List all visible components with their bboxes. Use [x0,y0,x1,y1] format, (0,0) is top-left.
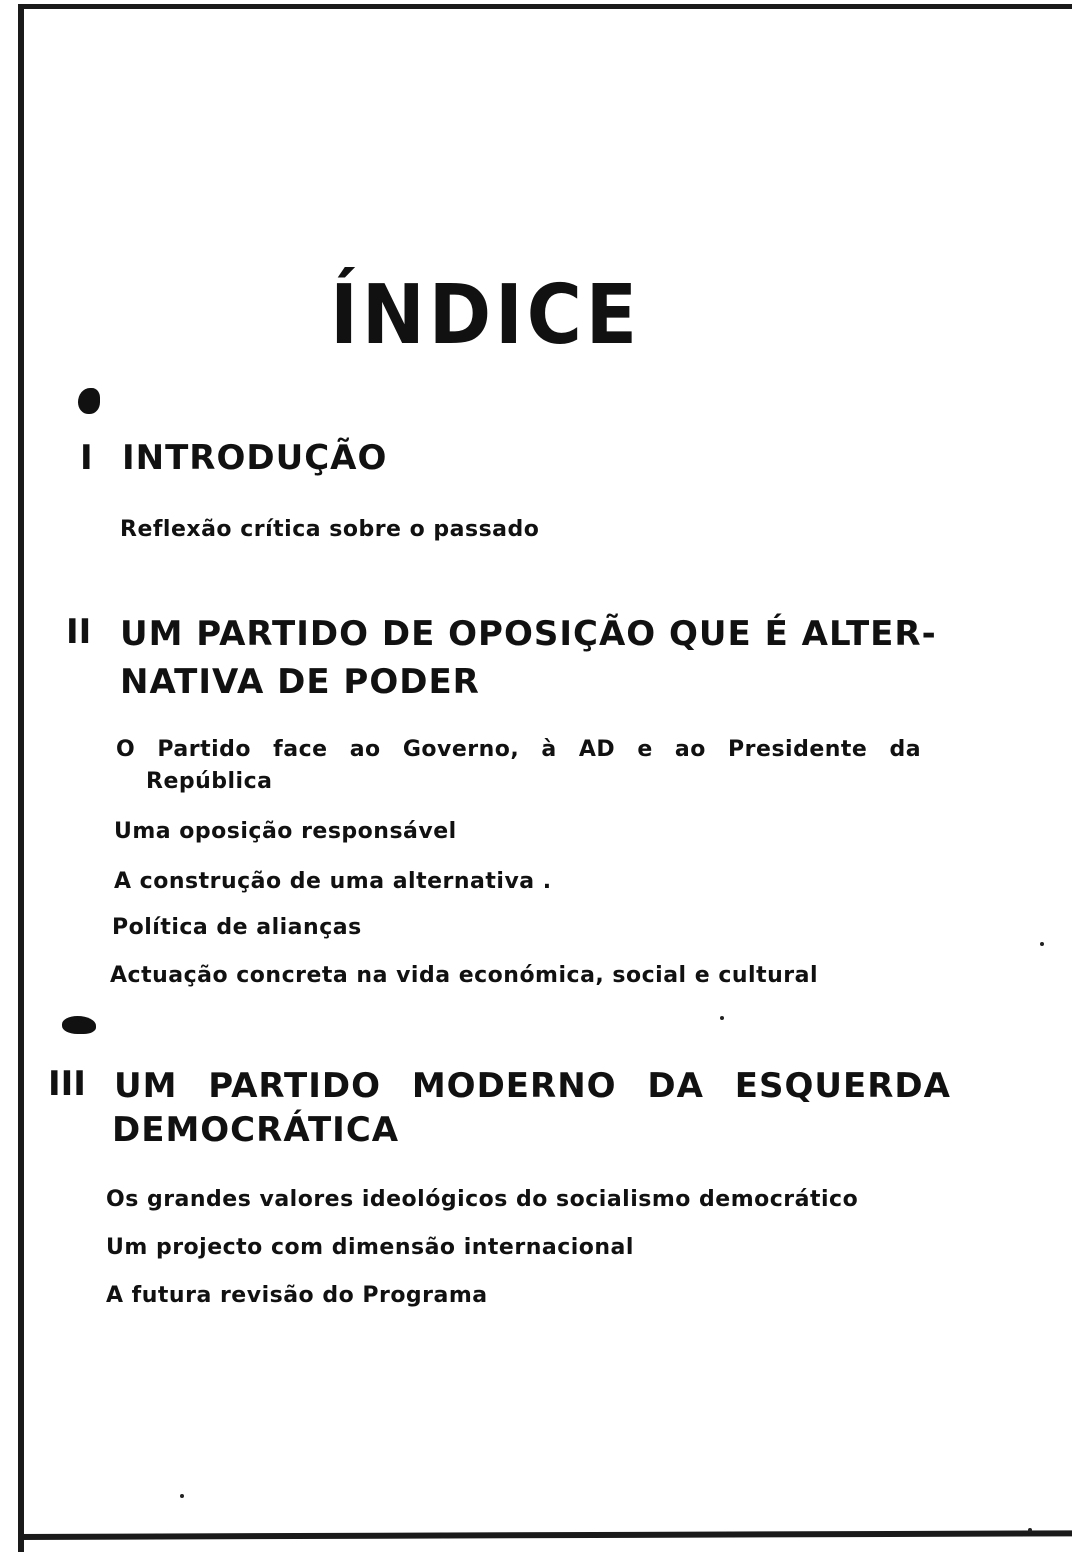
toc-entry: Política de alianças [112,915,362,940]
toc-entry: A construção de uma alternativa . [114,869,552,894]
toc-entry: Actuação concreta na vida económica, social e cultural [110,963,819,988]
scan-border-top [20,4,1072,9]
toc-entry: A futura revisão do Programa [106,1283,488,1308]
scan-border-left [18,4,24,1552]
ink-speck-icon [1040,942,1044,946]
toc-entry: Uma oposição responsável [114,819,457,844]
section-heading-line: UM PARTIDO DE OPOSIÇÃO QUE É ALTER- [120,614,937,654]
scan-border-bottom [18,1530,1072,1540]
ink-speck-icon [720,1016,724,1020]
ink-speck-icon [1028,1528,1032,1532]
ink-blot-icon [62,1016,96,1034]
toc-entry: O Partido face ao Governo, à AD e ao Presidente da [116,737,922,762]
section-number: II [66,612,92,652]
ink-blot-icon [78,388,100,414]
section-number: I [80,438,93,478]
toc-entry: Um projecto com dimensão internacional [106,1235,634,1260]
toc-entry: Os grandes valores ideológicos do socialismo democrático [106,1187,859,1212]
page-title: ÍNDICE [330,268,641,363]
toc-entry: Reflexão crítica sobre o passado [120,517,540,542]
section-number: III [48,1064,86,1104]
section-heading-line: NATIVA DE PODER [120,662,480,702]
section-heading-line: UM PARTIDO MODERNO DA ESQUERDA [114,1066,951,1106]
section-heading-line: DEMOCRÁTICA [112,1110,400,1150]
section-heading: INTRODUÇÃO [122,438,388,478]
ink-speck-icon [180,1494,184,1498]
toc-entry-continuation: República [146,769,273,794]
